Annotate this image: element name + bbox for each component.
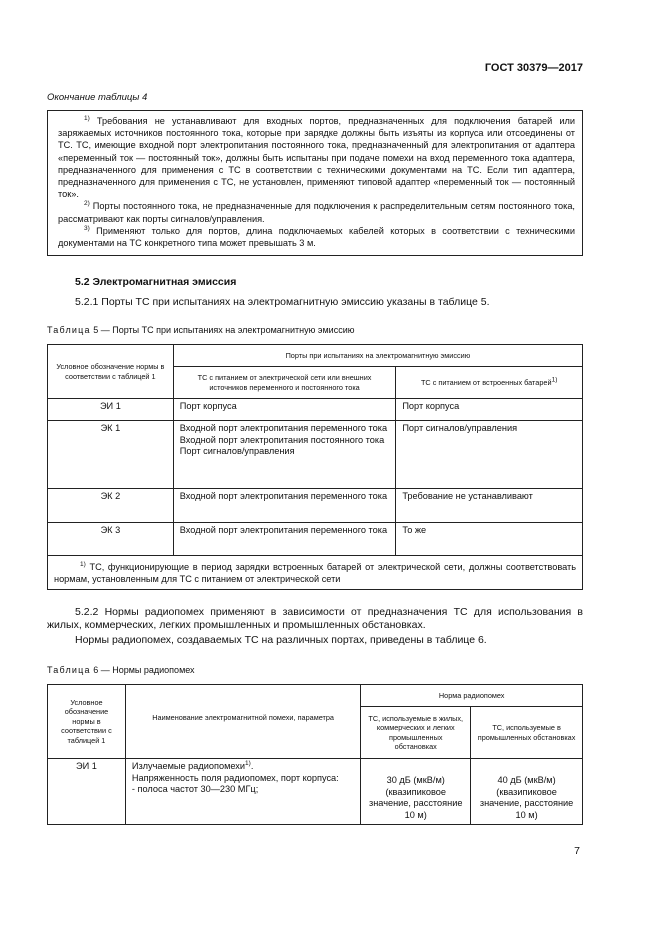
table-row: ЭК 3 Входной порт электропитания переменного тока То же (48, 523, 583, 556)
t6-header-name: Наименование электромагнитной помехи, параметра (125, 685, 360, 759)
table-continuation-label: Окончание таблицы 4 (47, 92, 148, 103)
standard-header: ГОСТ 30379—2017 (484, 62, 583, 74)
t5-header-norm: Условное обозначение нормы в соответствии с таблицей 1 (48, 345, 174, 399)
t6-header-residential: ТС, используемые в жилых, коммерческих и легких промышленных обстановках (361, 707, 471, 759)
note-2: $^{2)}$ Порты постоянного тока, не предназначенные для подключения к распределительным сетям постоянного тока, рассматривают как порты сигналов/управления. (58, 200, 575, 224)
page-number: 7 (574, 845, 580, 857)
t5-header-mains: ТС с питанием от электрической сети или внешних источников переменного и постоянного тока (173, 367, 396, 399)
table5 (47, 344, 583, 590)
table-row: ЭК 1 Входной порт электропитания переменного тока Входной порт электропитания постоянного тока Порт сигналов/управления Порт сигналов/управления (48, 421, 583, 489)
paragraph-table6-ref: Нормы радиопомех, создаваемых ТС на различных портах, приведены в таблице 6. (75, 634, 487, 646)
note-3: $^{3)}$ Применяют только для портов, длина подключаемых кабелей которых в соответствии с техническими документами на ТС конкретного типа может превышать 3 м. (58, 224, 575, 249)
paragraph-5-2-1: 5.2.1 Порты ТС при испытаниях на электромагнитную эмиссию указаны в таблице 5. (75, 296, 490, 308)
table6-caption: Таблица 6 — Нормы радиопомех (47, 665, 195, 675)
t5-header-ports: Порты при испытаниях на электромагнитную эмиссию (173, 345, 582, 367)
table5-caption: Таблица 5 — Порты ТС при испытаниях на электромагнитную эмиссию (47, 325, 355, 335)
paragraph-5-2-2: 5.2.2 Нормы радиопомех применяют в зависимости от предназначения ТС для использования в жилых, коммерческих, легких промышленных и промышленных обстановках. (47, 606, 583, 631)
table-row: ЭК 2 Входной порт электропитания переменного тока Требование не устанавливают (48, 489, 583, 523)
table4-notes (47, 110, 583, 256)
note-1: $^{1)}$ Требования не устанавливают для входных портов, предназначенных для подключения батарей или заряжаемых источников постоянного тока, которые при зарядке должны быть изъяты из корпуса или отсоединены от ТС. ТС, имеющие входной порт электропитания постоянного тока, предназначенный для электропитания от адаптера «переменный ток — постоянный ток», должны быть испытаны при подаче помехи на вход переменного тока адаптера, предназначенного для применения с ТС в соответствии с техническими документами на ТС. Если тип адаптера, предназначенного для применения с ТС, не установлен, применяют типовой адаптер «переменный ток — постоянный ток». (58, 114, 575, 200)
t5-footnote: $^{1)}$ ТС, функционирующие в период зарядки встроенных батарей от электрической сети, должны соответствовать нормам, установленным для ТС с питанием от электрической сети (48, 556, 583, 590)
table-row: ЭИ 1 Излучаемые радиопомехи$^{1)}$. Напряженность поля радиопомех, порт корпуса: - полоса частот 30—230 МГц; 30 дБ (мкВ/м) (квазипиковое значение, расстояние 10 м) 40 дБ (мкВ/м) (квазипиковое значение, расстояние 10 м) (48, 759, 583, 825)
table6 (47, 684, 583, 825)
t5-header-battery: ТС с питанием от встроенных батарей$^{1)}$ (396, 367, 583, 399)
t6-header-norm: Условное обозначение нормы в соответствии с таблицей 1 (48, 685, 126, 759)
table-row: ЭИ 1 Порт корпуса Порт корпуса (48, 399, 583, 421)
t6-header-industrial: ТС, используемые в промышленных обстановках (471, 707, 583, 759)
t6-header-limit: Норма радиопомех (361, 685, 583, 707)
section-title: 5.2 Электромагнитная эмиссия (75, 276, 237, 288)
